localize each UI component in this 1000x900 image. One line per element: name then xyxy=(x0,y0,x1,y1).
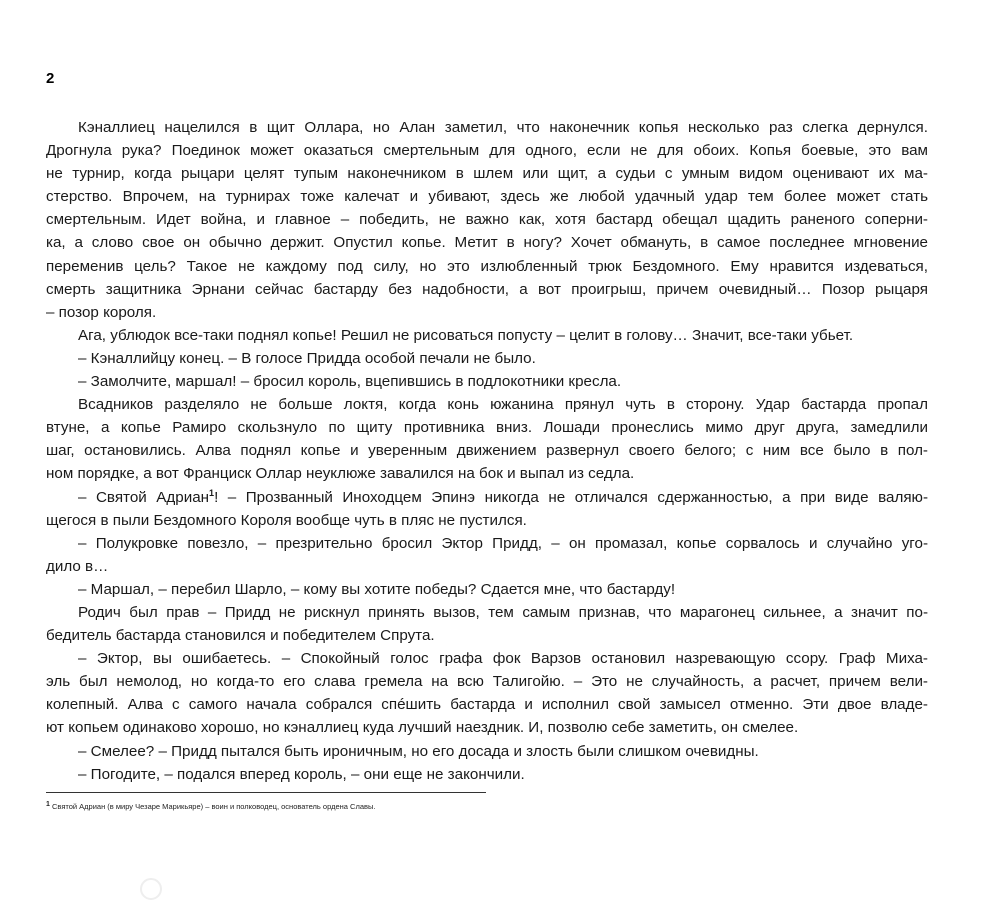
footnote-text: Святой Адриан (в миру Чезаре Марикьяре) – воин и полководец, основатель ордена Славы. xyxy=(52,802,376,811)
text-line: – позор короля. xyxy=(46,303,157,321)
text-line: – Замолчите, маршал! – бросил король, вцепившись в подлокотники кресла. xyxy=(78,373,622,391)
text-line: ном порядке, а вот Франциск Оллар неуклюже завалился на бок и выпал из седла. xyxy=(46,465,635,483)
text-line: шаг, остановились. Алва поднял копье и уверенным движением развернул своего белого; с ним все было в пол- xyxy=(46,442,928,460)
text-body xyxy=(46,116,928,786)
page-number: 2 xyxy=(46,70,55,87)
footnote-divider xyxy=(46,792,486,793)
text-line: смерть защитника Эрнани сейчас бастарду без надобности, а вот проигрыш, причем очевидный… Позор рыцаря xyxy=(46,280,928,298)
text-line: колепный. Алва с самого начала собрался спéшить бастарда и исполнил свой замысел отменно. Эти двое владе- xyxy=(46,696,928,714)
text-line: не турнир, когда рыцари целят тупым наконечником в шлем или щит, а судьи с умным видом оценивают их ма- xyxy=(46,165,928,183)
text-line: – Погодите, – подался вперед король, – они еще не закончили. xyxy=(78,765,525,783)
text-line: дило в… xyxy=(46,557,109,575)
text-line: Ага, ублюдок все-таки поднял копье! Решил не рисоваться попусту – целит в голову… Значит, все-таки убьет. xyxy=(78,326,854,344)
text-line: Кэналлиец нацелился в щит Оллара, но Алан заметил, что наконечник копья несколько раз слегка дернулся. xyxy=(78,119,928,136)
text-line: Всадников разделяло не больше локтя, когда конь южанина прянул чуть в сторону. Удар бастарда пропал xyxy=(78,396,928,414)
text-line: – Полукровке повезло, – презрительно бросил Эктор Придд, – он промазал, копье сорвалось и случайно уго- xyxy=(78,534,928,552)
text-line xyxy=(46,486,928,509)
text-line: эль был немолод, но когда-то его слава гремела на всю Талигойю. – Это не случайность, а расчет, причем вели- xyxy=(46,673,928,691)
text-line: ют копьем одинаково хорошо, но кэналлиец куда лучший наездник. И, позволю себе заметить, он смелее. xyxy=(46,719,799,737)
text-line: – Кэналлийцу конец. – В голосе Придда особой печали не было. xyxy=(78,349,536,367)
text-fragment: – Святой Адриан xyxy=(78,488,210,506)
footnote xyxy=(46,802,375,811)
text-line: стерство. Впрочем, на турнирах тоже калечат и убивают, здесь же любой удачный удар тем более может стать xyxy=(46,188,928,206)
text-line: бедитель бастарда становился и победителем Спрута. xyxy=(46,627,435,645)
footnote-marker: 1 xyxy=(46,801,50,808)
text-fragment: ! – Прозванный Иноходцем Эпинэ никогда не отличался сдержанностью, а при виде валяю- xyxy=(214,488,928,506)
text-line: переменив цель? Такое не каждому под силу, но это излюбленный трюк Бездомного. Ему нравится издеваться, xyxy=(46,257,928,275)
text-line: – Эктор, вы ошибаетесь. – Спокойный голос графа фок Варзов остановил назревающую ссору. Граф Миха- xyxy=(78,650,928,668)
text-line: – Маршал, – перебил Шарло, – кому вы хотите победы? Сдается мне, что бастарду! xyxy=(78,580,676,598)
watermark-circle xyxy=(140,878,162,900)
text-line: щегося в пыли Бездомного Короля вообще чуть в пляс не пустился. xyxy=(46,511,527,529)
text-line: втуне, а копье Рамиро скользнуло по щиту противника вниз. Лошади пронеслись мимо друг друга, замедлили xyxy=(46,419,928,437)
text-line: ка, а слово свое он обычно держит. Опустил копье. Метит в ногу? Хочет обмануть, в самое последнее мгновение xyxy=(46,234,928,252)
text-line: смертельным. Идет война, и главное – победить, не важно как, хотя бастард обещал щадить раненого соперни- xyxy=(46,211,928,229)
text-line: – Смелее? – Придд пытался быть ироничным, но его досада и злость были слишком очевидны. xyxy=(78,742,759,760)
text-line: Дрогнула рука? Поединок может оказаться смертельным для одного, если не для обоих. Копья боевые, это вам xyxy=(46,142,928,160)
text-line: Родич был прав – Придд не рискнул принять вызов, тем самым признав, что марагонец сильнее, а значит по- xyxy=(78,603,928,621)
footnote-reference: 1 xyxy=(209,487,215,498)
